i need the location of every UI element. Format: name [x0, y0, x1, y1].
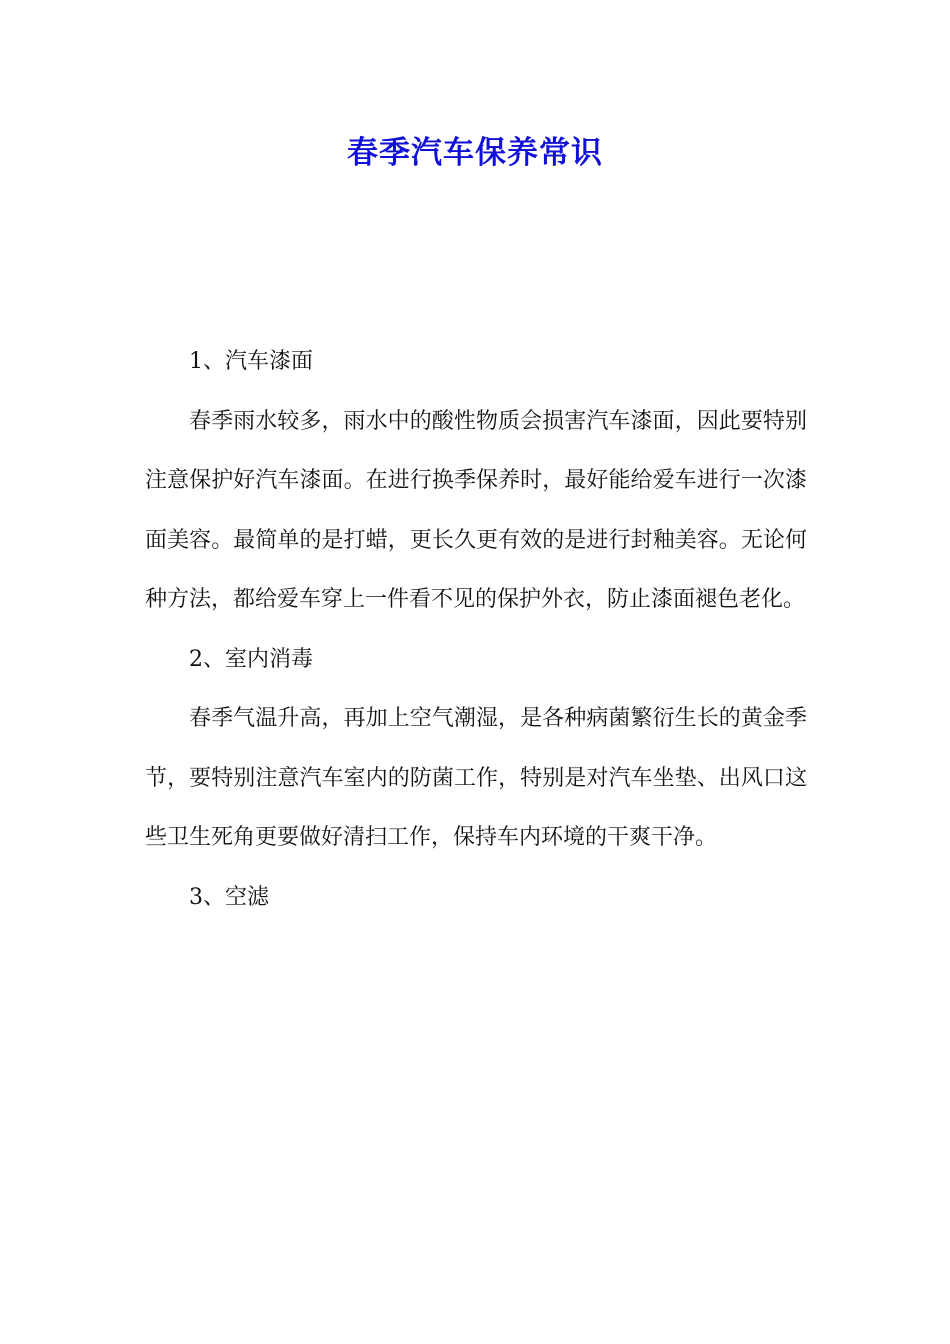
document-title: 春季汽车保养常识 [347, 135, 603, 171]
section-heading-3: 3、空滤 [189, 884, 269, 910]
section-paragraph-2: 春季气温升高，再加上空气潮湿，是各种病菌繁衍生长的黄金季节，要特别注意汽车室内的防菌工作，特别是对汽车坐垫、出风口这些卫生死角更要做好清扫工作，保持车内环境的干爽干净。 [145, 706, 807, 850]
document-body [145, 332, 807, 927]
section-heading-1: 1、汽车漆面 [189, 349, 313, 374]
section-paragraph-1: 春季雨水较多，雨水中的酸性物质会损害汽车漆面，因此要特别注意保护好汽车漆面。在进行换季保养时，最好能给爱车进行一次漆面美容。最简单的是打蜡，更长久更有效的是进行封釉美容。无论何种方法，都给爱车穿上一件看不见的保护外衣，防止漆面褪色老化。 [145, 408, 807, 612]
section-heading-2: 2、室内消毒 [189, 646, 313, 672]
